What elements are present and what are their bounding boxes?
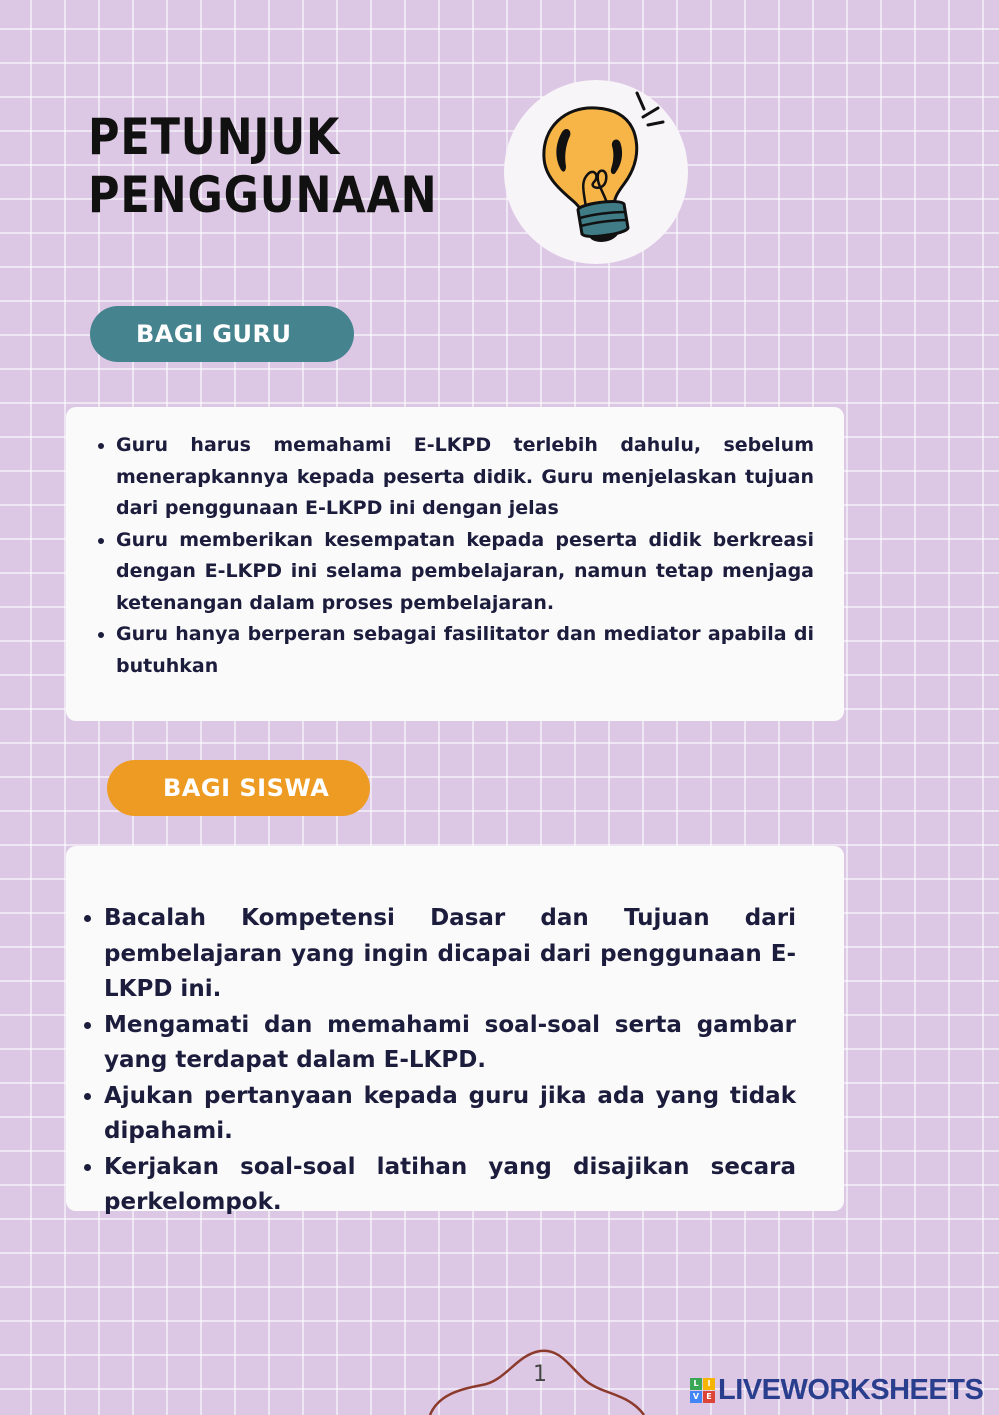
logo-letter: I xyxy=(703,1378,715,1390)
guru-section-label: BAGI GURU xyxy=(90,306,354,362)
list-item: • Bacalah Kompetensi Dasar dan Tujuan dari pembelajaran yang ingin dicapai dari penggunaan E-LKPD ini. xyxy=(104,901,796,1008)
list-item: • Guru memberikan kesempatan kepada peserta didik berkreasi dengan E-LKPD ini selama pembelajaran, namun tetap menjaga ketenangan dalam proses pembelajaran. xyxy=(116,525,814,620)
list-item: • Guru hanya berperan sebagai fasilitator dan mediator apabila di butuhkan xyxy=(116,619,814,682)
list-item: • Kerjakan soal-soal latihan yang disajikan secara perkelompok. xyxy=(104,1150,796,1221)
list-item: • Mengamati dan memahami soal-soal serta gambar yang terdapat dalam E-LKPD. xyxy=(104,1008,796,1079)
liveworksheets-logo-icon xyxy=(690,1378,715,1403)
page-title-line-2: PENGGUNAAN xyxy=(88,166,438,224)
siswa-instructions-list xyxy=(80,901,796,1221)
page-number: 1 xyxy=(533,1362,547,1387)
logo-letter: L xyxy=(690,1378,702,1390)
page-title-line-1: PETUNJUK xyxy=(88,108,341,166)
list-item: • Guru harus memahami E-LKPD terlebih dahulu, sebelum menerapkannya kepada peserta didik. Guru menjelaskan tujuan dari penggunaan E-LKPD ini dengan jelas xyxy=(116,430,814,525)
logo-letter: E xyxy=(703,1391,715,1403)
list-item: • Ajukan pertanyaan kepada guru jika ada yang tidak dipahami. xyxy=(104,1079,796,1150)
liveworksheets-logo xyxy=(690,1372,983,1408)
lightbulb-icon xyxy=(520,84,680,254)
logo-letter: V xyxy=(690,1391,702,1403)
siswa-instructions-card xyxy=(66,846,844,1215)
guru-instructions-card xyxy=(66,407,844,721)
page-title xyxy=(88,108,438,224)
guru-instructions-list xyxy=(86,430,814,682)
siswa-section-label: BAGI SISWA xyxy=(107,760,370,816)
liveworksheets-logo-text: LIVEWORKSHEETS xyxy=(718,1373,984,1406)
